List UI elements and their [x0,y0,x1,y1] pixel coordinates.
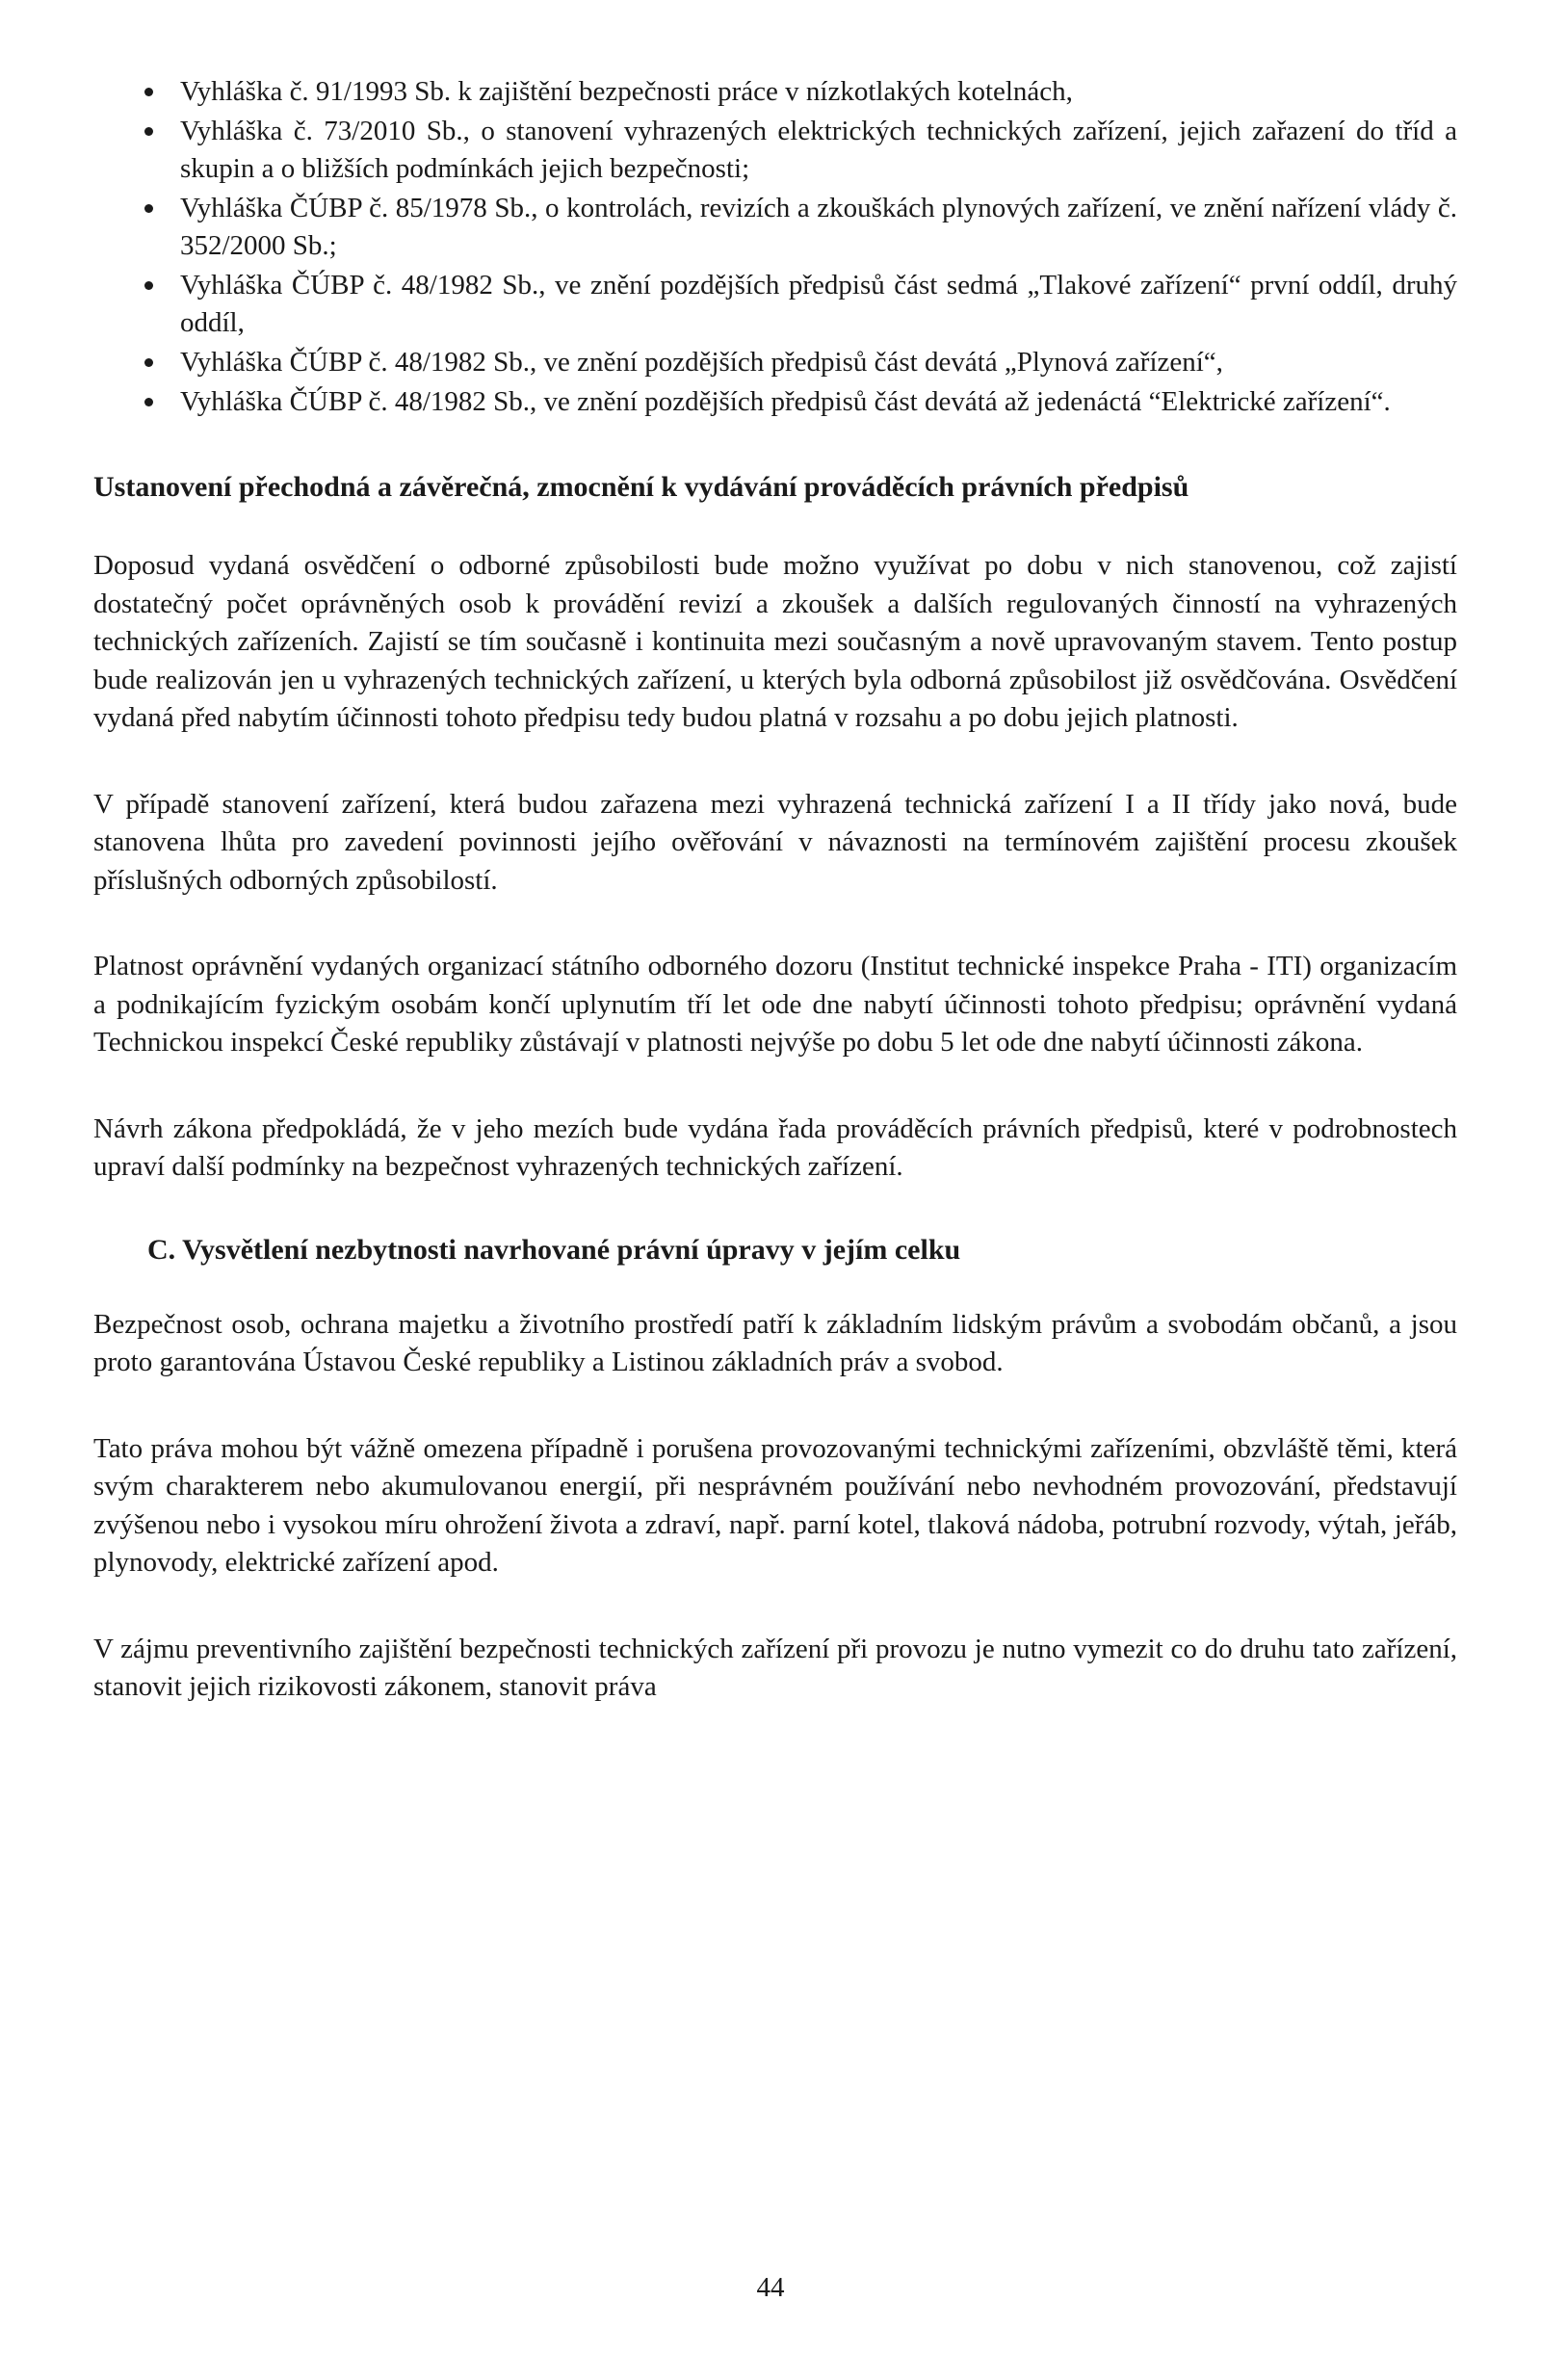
paragraph: Platnost oprávnění vydaných organizací státního odborného dozoru (Institut technické inspekce Praha - ITI) organizacím a podnikajícím fyzickým osobám končí uplynutím tří let ode dne nabytí účinnosti tohoto předpisu; oprávnění vydaná Technickou inspekcí České republiky zůstávají v platnosti nejvýše po dobu 5 let ode dne nabytí účinnosti zákona. [93,951,1457,1058]
page-number: 44 [756,2272,785,2303]
list-item: Vyhláška ČÚBP č. 48/1982 Sb., ve znění pozdějších předpisů část devátá až jedenáctá “Elektrické zařízení“. [93,383,1457,421]
list-item: Vyhláška ČÚBP č. 85/1978 Sb., o kontrolách, revizích a zkouškách plynových zařízení, ve znění nařízení vlády č. 352/2000 Sb.; [93,190,1457,265]
paragraph: V případě stanovení zařízení, která budou zařazena mezi vyhrazená technická zařízení I a II třídy jako nová, bude stanovena lhůta pro zavedení povinnosti jejího ověřování v návaznosti na termínovém zajištění procesu zkoušek příslušných odborných způsobilostí. [93,788,1457,896]
bullet-icon [144,88,153,96]
list-item: Vyhláška ČÚBP č. 48/1982 Sb., ve znění pozdějších předpisů část devátá „Plynová zařízení“, [93,344,1457,381]
section-heading: Ustanovení přechodná a závěrečná, zmocnění k vydávání prováděcích právních předpisů [93,471,1189,503]
paragraph: Návrh zákona předpokládá, že v jeho mezích bude vydána řada prováděcích právních předpisů, které v podrobnostech upraví další podmínky na bezpečnost vyhrazených technických zařízení. [93,1112,1457,1182]
bullet-icon [144,281,153,290]
bullet-icon [144,127,153,136]
subsection-heading: C. Vysvětlení nezbytnosti navrhované právní úpravy v jejím celku [147,1233,961,1266]
paragraph: Bezpečnost osob, ochrana majetku a životního prostředí patří k základním lidským právům a svobodám občanů, a jsou proto garantována Ústavou České republiky a Listinou základních práv a svobod. [93,1308,1457,1377]
list-item: Vyhláška ČÚBP č. 48/1982 Sb., ve znění pozdějších předpisů část sedmá „Tlakové zařízení“ první oddíl, druhý oddíl, [93,267,1457,342]
paragraph: V zájmu preventivního zajištění bezpečnosti technických zařízení při provozu je nutno vymezit co do druhu tato zařízení, stanovit jejich rizikovosti zákonem, stanovit práva [93,1633,1457,1702]
regulation-list [93,73,1457,421]
document-page [93,73,1457,1707]
paragraph: Tato práva mohou být vážně omezena případně i porušena provozovanými technickými zařízeními, obzvláště těmi, která svým charakterem nebo akumulovanou energií, při nesprávném používání nebo nevhodném provozování, představují zvýšenou nebo i vysokou míru ohrožení života a zdraví, např. parní kotel, tlaková nádoba, potrubní rozvody, výtah, jeřáb, plynovody, elektrické zařízení apod. [93,1432,1457,1578]
bullet-icon [144,204,153,213]
list-item: Vyhláška č. 91/1993 Sb. k zajištění bezpečnosti práce v nízkotlakých kotelnách, [93,73,1457,111]
paragraph: Doposud vydaná osvědčení o odborné způsobilosti bude možno využívat po dobu v nich stanovenou, což zajistí dostatečný počet oprávněných osob k provádění revizí a zkoušek a dalších regulovaných činností na vyhrazených technických zařízeních. Zajistí se tím současně i kontinuita mezi současným a nově upravovaným stavem. Tento postup bude realizován jen u vyhrazených technických zařízení, u kterých byla odborná způsobilost již osvědčována. Osvědčení vydaná před nabytím účinnosti tohoto předpisu tedy budou platná v rozsahu a po dobu jejich platnosti. [93,550,1457,733]
bullet-icon [144,398,153,406]
list-item: Vyhláška č. 73/2010 Sb., o stanovení vyhrazených elektrických technických zařízení, jejich zařazení do tříd a skupin a o bližších podmínkách jejich bezpečnosti; [93,113,1457,188]
bullet-icon [144,358,153,367]
